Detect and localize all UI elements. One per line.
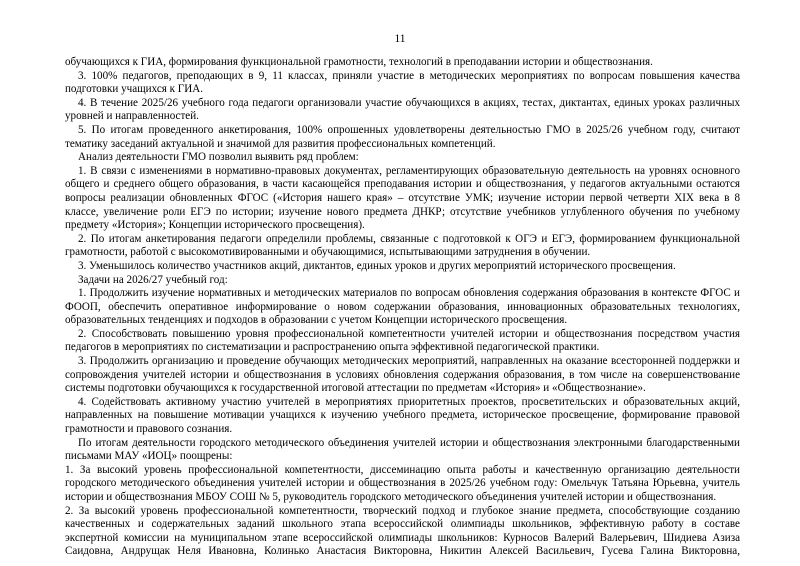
text-line: 2. По итогам анкетирования педагоги определили проблемы, связанные с подготовкой к ОГЭ и ЕГЭ, формированием функциональной <box>78 232 740 245</box>
text-line: тематику заседаний актуальной и значимой для развития профессиональных компетенций. <box>65 137 496 150</box>
text-line: 5. По итогам проведенного анкетирования, 100% опрошенных удовлетворены деятельностью ГМО в 2025/26 учебном году, считают <box>78 123 740 136</box>
text-line: 1. За высокий уровень профессиональной компетентности, диссеминацию опыта работы и качественную организацию деятельности <box>65 463 740 476</box>
text-line: ФООП, обеспечить оперативное информирование о новом содержании образования, инновационных образовательных технологиях, <box>65 300 740 313</box>
text-line: 2. Способствовать повышению уровня профессиональной компетентности учителей истории и обществознания посредством участия <box>78 327 740 340</box>
text-line: грамотности и правового сознания. <box>65 423 233 436</box>
text-line: 4. Содействовать активному участию учителей в мероприятиях приоритетных проектов, просветительских и образовательных акций, <box>78 395 740 408</box>
text-line: 2. За высокий уровень профессиональной компетентности, творческий подход и глубокое знание предмета, способствующие созданию <box>65 504 740 517</box>
text-line: 1. Продолжить изучение нормативных и методических материалов по вопросам обновления содержания образования в контексте ФГОС и <box>78 287 740 300</box>
text-line: 3. 100% педагогов, преподающих в 9, 11 классах, приняли участие в методических мероприятиях по вопросам повышения качества <box>78 69 740 82</box>
text-line: системы подготовки обучающихся к государственной итоговой аттестации по предметам «История» и «Обществознание». <box>65 382 646 395</box>
text-line: вопросы реализации обновленных ФГОС («История нашего края» – отсутствие УМК; изучение истории первой четверти XIX века в 8 <box>65 191 740 204</box>
page-number: 11 <box>394 33 406 45</box>
text-line: 4. В течение 2025/26 учебного года педагоги организовали участие обучающихся в акциях, тестах, диктантах, единых уроках различных <box>78 96 740 109</box>
text-line: качественных и содержательных заданий школьного этапа всероссийской олимпиады школьников, эффективную работу в составе <box>65 518 740 531</box>
text-line: уровней и направленностей. <box>65 110 199 123</box>
text-line: обучающихся к ГИА, формирования функциональной грамотности, технологий в преподавании истории и обществознания. <box>65 56 653 68</box>
text-line: Анализ деятельности ГМО позволил выявить ряд проблем: <box>78 151 359 164</box>
text-line: классе, увеличение роли ЕГЭ по истории; изучение нового предмета ДНКР; отсутствие учебников углубленного обучения по учебному <box>65 205 740 218</box>
text-line: городского методического объединения учителей истории и обществознания в 2025/26 учебном году: Омельчук Татьяна Юрьевна, учитель <box>65 477 740 490</box>
text-line: Задачи на 2026/27 учебный год: <box>78 273 228 286</box>
text-line: 3. Продолжить организацию и проведение обучающих методических мероприятий, направленных на оказание всесторонней поддержки и <box>78 355 740 368</box>
text-line: истории и обществознания МБОУ СОШ № 5, руководитель городского методического объединения учителей истории и обществознания. <box>65 491 717 503</box>
text-line: общего и среднего общего образования, в части касающейся преподавания истории и обществознания, у педагогов актуальными остаются <box>65 178 740 191</box>
text-line: педагогов в мероприятиях по систематизации и распространению опыта эффективной педагогической практики. <box>65 341 600 354</box>
text-line: сопровождения учителей истории и обществознания в условиях обновления содержания образования, в том числе на совершенствование <box>65 368 740 381</box>
text-line: экспертной комиссии на муниципальном этапе всероссийской олимпиады школьников: Курносов Валерий Валерьевич, Шидиева Азиза <box>65 531 740 544</box>
text-line: грамотности, работой с высокомотивированными и обучающимися, испытывающими затруднения в обучении. <box>65 246 591 259</box>
text-line: образовательных тенденциях и подходов в образовании с учетом Концепции исторического просвещения. <box>65 314 568 327</box>
text-line: подготовки учащихся к ГИА. <box>65 83 203 96</box>
text-line: По итогам деятельности городского методического объединения учителей истории и обществознания электронными благодарственными <box>78 436 740 449</box>
page-body <box>65 56 740 559</box>
text-line: Саидовна, Андрущак Неля Ивановна, Колинько Анастасия Викторовна, Никитин Алексей Васильевич, Гусева Галина Викторовна, <box>65 545 740 558</box>
text-line: направленных на повышение мотивации учащихся к изучению учебного предмета, историческое просвещение, формирование правовой <box>65 409 740 422</box>
text-line: 3. Уменьшилось количество участников акций, диктантов, единых уроков и других мероприятий исторического просвещения. <box>78 259 676 272</box>
text-line: предмету «История»; Концепции исторического просвещения). <box>65 219 365 232</box>
text-line: 1. В связи с изменениями в нормативно-правовых документах, регламентирующих образовательную деятельность на уровнях основного <box>78 164 740 177</box>
text-line: письмами МАУ «ИОЦ» поощрены: <box>65 450 233 463</box>
